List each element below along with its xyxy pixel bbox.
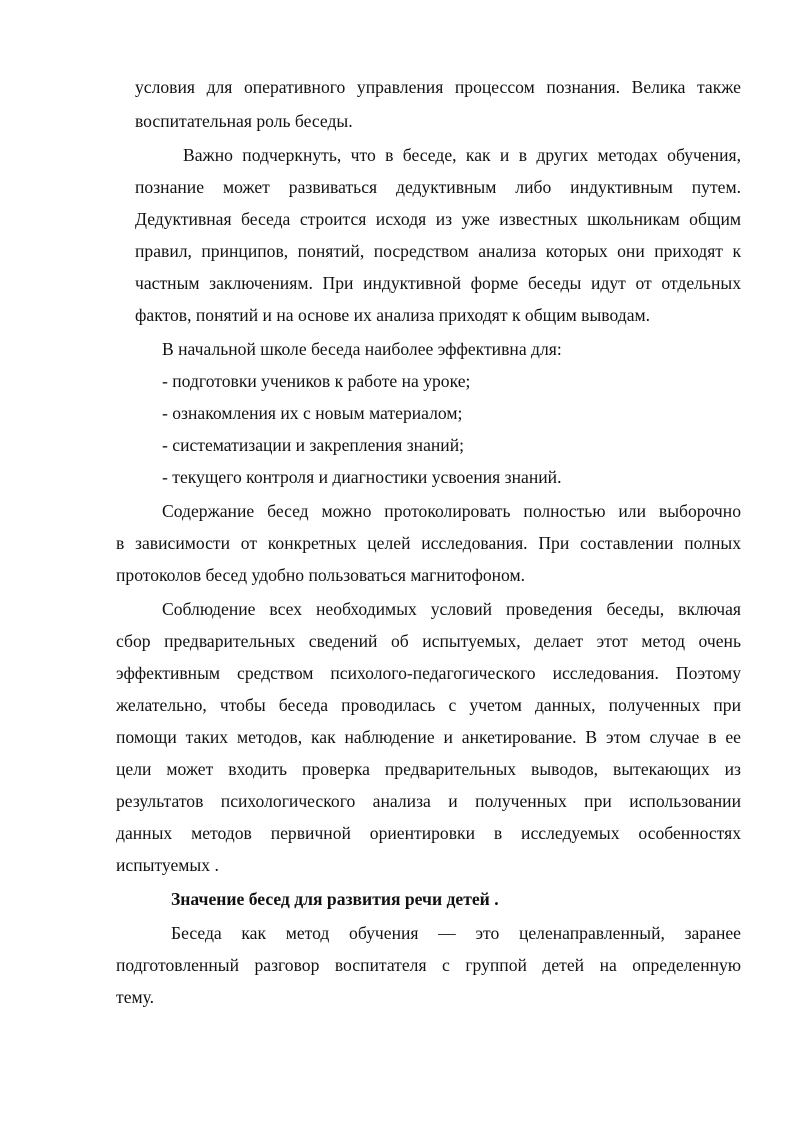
text-line: правил, принципов, понятий, посредством анализа которых они приходят к	[135, 241, 741, 261]
text-line: Важно подчеркнуть, что в беседе, как и в других методах обучения,	[183, 145, 741, 165]
text-line: условия для оперативного управления процессом познания. Велика также	[135, 77, 741, 97]
list-item: - систематизации и закрепления знаний;	[162, 435, 465, 455]
text-line: Дедуктивная беседа строится исходя из уже известных школьникам общим	[135, 209, 741, 229]
list-item: - подготовки учеников к работе на уроке;	[162, 371, 471, 391]
text-line: подготовленный разговор воспитателя с группой детей на определенную	[116, 955, 741, 975]
text-line: помощи таких методов, как наблюдение и анкетирование. В этом случае в ее	[116, 727, 741, 747]
text-line: цели может входить проверка предварительных выводов, вытекающих из	[116, 759, 741, 779]
text-line: протоколов бесед удобно пользоваться магнитофоном.	[116, 565, 526, 585]
text-line: Беседа как метод обучения — это целенаправленный, заранее	[171, 923, 741, 943]
list-item: - ознакомления их с новым материалом;	[162, 403, 463, 423]
list-item: - текущего контроля и диагностики усвоения знаний.	[162, 467, 562, 487]
text-line: тему.	[116, 987, 155, 1007]
text-line: данных методов первичной ориентировки в исследуемых особенностях	[116, 823, 741, 843]
text-line: частным заключениям. При индуктивной форме беседы идут от отдельных	[135, 273, 741, 293]
text-line: сбор предварительных сведений об испытуемых, делает этот метод очень	[116, 631, 741, 651]
text-line: Соблюдение всех необходимых условий проведения беседы, включая	[162, 599, 741, 619]
text-line: испытуемых .	[116, 855, 219, 875]
text-line: результатов психологического анализа и полученных при использовании	[116, 791, 741, 811]
text-line: в зависимости от конкретных целей исследования. При составлении полных	[116, 533, 741, 553]
section-heading: Значение бесед для развития речи детей .	[171, 889, 499, 909]
text-line: желательно, чтобы беседа проводилась с учетом данных, полученных при	[116, 695, 741, 715]
text-line: фактов, понятий и на основе их анализа приходят к общим выводам.	[135, 305, 651, 325]
text-line: познание может развиваться дедуктивным либо индуктивным путем.	[135, 177, 741, 197]
text-line: воспитательная роль беседы.	[135, 111, 353, 131]
text-line: эффективным средством психолого-педагогического исследования. Поэтому	[116, 663, 741, 683]
text-line: В начальной школе беседа наиболее эффективна для:	[162, 339, 562, 359]
text-line: Содержание бесед можно протоколировать полностью или выборочно	[162, 501, 741, 521]
